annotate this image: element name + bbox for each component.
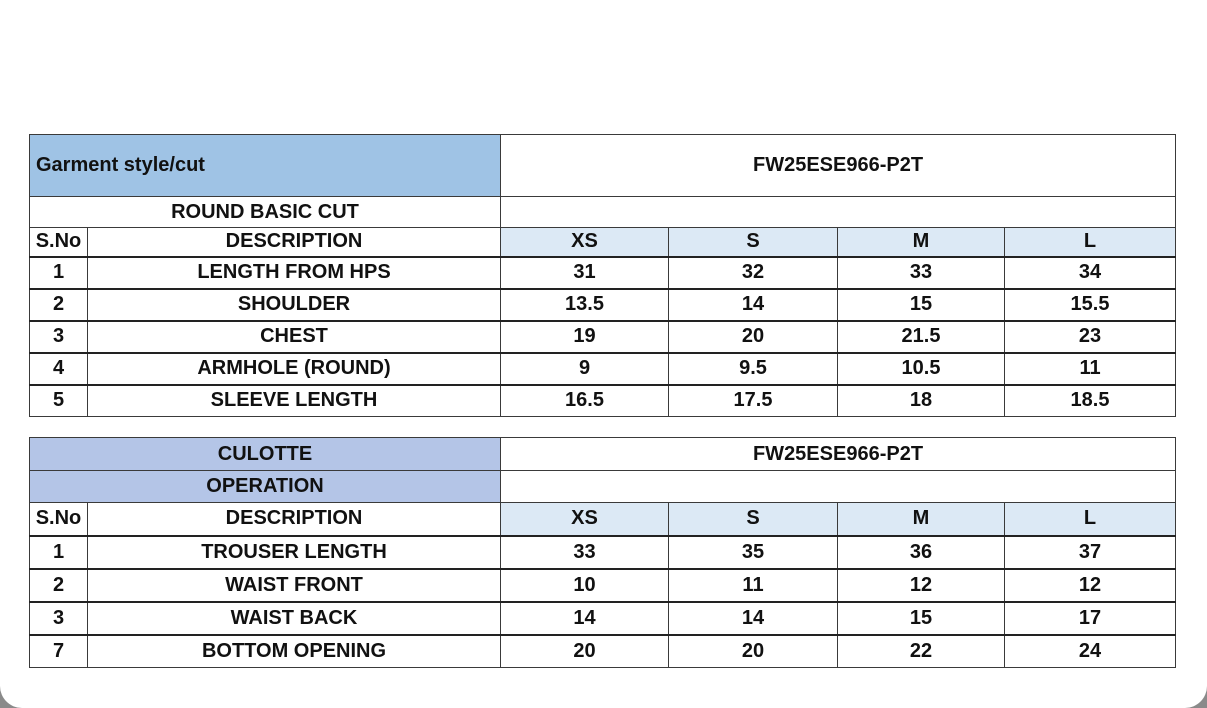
cut-name: ROUND BASIC CUT (30, 197, 501, 228)
value-cell-m: 18 (838, 385, 1005, 417)
value-cell-s: 14 (669, 602, 838, 635)
sno-cell: 1 (30, 257, 88, 289)
value-cell-xs: 33 (501, 536, 669, 569)
description-cell: TROUSER LENGTH (88, 536, 501, 569)
description-cell: SHOULDER (88, 289, 501, 321)
description-cell: WAIST FRONT (88, 569, 501, 602)
value-cell-l: 37 (1005, 536, 1176, 569)
table-row (30, 602, 1176, 635)
sno-cell: 7 (30, 635, 88, 668)
value-cell-l: 34 (1005, 257, 1176, 289)
value-cell-m: 33 (838, 257, 1005, 289)
size-header-xs: XS (501, 503, 669, 536)
table-row (30, 353, 1176, 385)
value-cell-m: 10.5 (838, 353, 1005, 385)
value-cell-m: 36 (838, 536, 1005, 569)
sno-cell: 1 (30, 536, 88, 569)
value-cell-l: 23 (1005, 321, 1176, 353)
value-cell-xs: 10 (501, 569, 669, 602)
value-cell-l: 17 (1005, 602, 1176, 635)
sno-cell: 5 (30, 385, 88, 417)
value-cell-xs: 16.5 (501, 385, 669, 417)
round-basic-cut-table (29, 134, 1176, 417)
value-cell-xs: 9 (501, 353, 669, 385)
size-header-l: L (1005, 503, 1176, 536)
garment-name: CULOTTE (30, 438, 501, 471)
sno-cell: 3 (30, 602, 88, 635)
value-cell-m: 22 (838, 635, 1005, 668)
value-cell-s: 35 (669, 536, 838, 569)
value-cell-l: 24 (1005, 635, 1176, 668)
table-row (30, 321, 1176, 353)
value-cell-l: 12 (1005, 569, 1176, 602)
sno-cell: 4 (30, 353, 88, 385)
operation-label: OPERATION (30, 471, 501, 503)
value-cell-s: 32 (669, 257, 838, 289)
value-cell-m: 15 (838, 602, 1005, 635)
table-row (30, 536, 1176, 569)
sno-header: S.No (30, 228, 88, 257)
table-row (30, 289, 1176, 321)
value-cell-l: 15.5 (1005, 289, 1176, 321)
table-row (30, 385, 1176, 417)
size-header-s: S (669, 228, 838, 257)
value-cell-xs: 31 (501, 257, 669, 289)
value-cell-xs: 19 (501, 321, 669, 353)
value-cell-s: 20 (669, 321, 838, 353)
sno-cell: 3 (30, 321, 88, 353)
description-header: DESCRIPTION (88, 503, 501, 536)
description-cell: BOTTOM OPENING (88, 635, 501, 668)
value-cell-s: 9.5 (669, 353, 838, 385)
description-cell: CHEST (88, 321, 501, 353)
value-cell-s: 11 (669, 569, 838, 602)
table-row (30, 569, 1176, 602)
value-cell-m: 21.5 (838, 321, 1005, 353)
style-code-2: FW25ESE966-P2T (501, 438, 1176, 471)
sno-header: S.No (30, 503, 88, 536)
sno-cell: 2 (30, 289, 88, 321)
value-cell-l: 11 (1005, 353, 1176, 385)
value-cell-m: 15 (838, 289, 1005, 321)
table-row (30, 635, 1176, 668)
value-cell-l: 18.5 (1005, 385, 1176, 417)
size-header-m: M (838, 228, 1005, 257)
description-cell: ARMHOLE (ROUND) (88, 353, 501, 385)
garment-style-label: Garment style/cut (30, 135, 501, 197)
description-cell: LENGTH FROM HPS (88, 257, 501, 289)
style-code: FW25ESE966-P2T (501, 135, 1176, 197)
value-cell-m: 12 (838, 569, 1005, 602)
size-header-xs: XS (501, 228, 669, 257)
description-cell: WAIST BACK (88, 602, 501, 635)
description-cell: SLEEVE LENGTH (88, 385, 501, 417)
value-cell-xs: 20 (501, 635, 669, 668)
empty-cell (501, 471, 1176, 503)
value-cell-xs: 13.5 (501, 289, 669, 321)
value-cell-s: 20 (669, 635, 838, 668)
size-header-m: M (838, 503, 1005, 536)
empty-cell (501, 197, 1176, 228)
size-header-l: L (1005, 228, 1176, 257)
value-cell-s: 14 (669, 289, 838, 321)
value-cell-xs: 14 (501, 602, 669, 635)
culotte-table (29, 437, 1176, 668)
size-header-s: S (669, 503, 838, 536)
table-row (30, 257, 1176, 289)
description-header: DESCRIPTION (88, 228, 501, 257)
value-cell-s: 17.5 (669, 385, 838, 417)
sno-cell: 2 (30, 569, 88, 602)
